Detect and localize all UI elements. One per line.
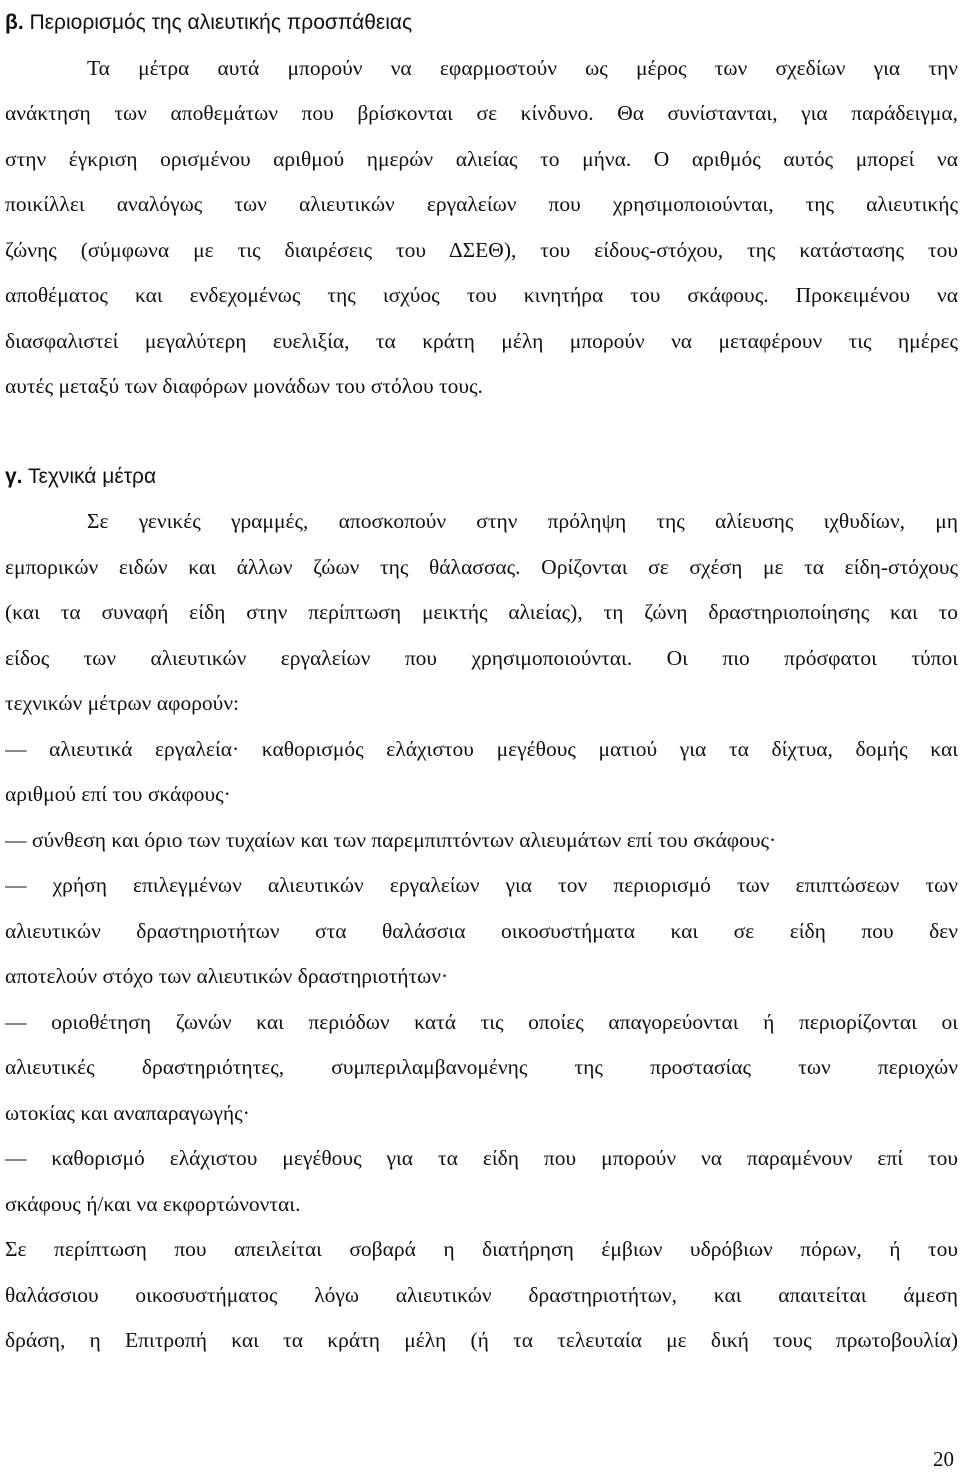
paragraph-line: διασφαλιστεί μεγαλύτερη ευελιξία, τα κράτη μέλη μπορούν να μεταφέρουν τις ημέρες — [5, 328, 958, 353]
list-item-line: — σύνθεση και όριο των τυχαίων και των παρεμπιπτόντων αλιευμάτων επί του σκάφους· — [5, 827, 777, 852]
paragraph-line: εμπορικών ειδών και άλλων ζώων της θάλασσας. Ορίζονται σε σχέση με τα είδη-στόχους — [5, 554, 958, 579]
section-heading-c — [5, 454, 958, 500]
section-title: Τεχνικά μέτρα — [27, 464, 157, 488]
paragraph-line: Σε γενικές γραμμές, αποσκοπούν στην πρόληψη της αλίευσης ιχθυδίων, μη — [87, 509, 958, 533]
section-marker: β. — [5, 11, 24, 34]
paragraph-line: Σε περίπτωση που απειλείται σοβαρά η διατήρηση έμβιων υδρόβιων πόρων, ή του — [5, 1237, 958, 1261]
list-item-line: αλιευτικών δραστηριοτήτων στα θαλάσσια οικοσυστήματα και σε είδη που δεν — [5, 918, 958, 943]
section-marker: γ. — [5, 464, 23, 488]
paragraph-line: είδος των αλιευτικών εργαλείων που χρησιμοποιούνται. Οι πιο πρόσφατοι τύποι — [5, 645, 958, 670]
paragraph-line: στην έγκριση ορισμένου αριθμού ημερών αλιείας το μήνα. Ο αριθμός αυτός μπορεί να — [5, 146, 958, 171]
section-spacer — [5, 410, 958, 454]
list-item-line: αριθμού επί του σκάφους· — [5, 782, 231, 806]
list-item-line: — καθορισμό ελάχιστου μεγέθους για τα είδη που μπορούν να παραμένουν επί του — [5, 1146, 958, 1170]
list-item-line: σκάφους ή/και να εκφορτώνονται. — [5, 1191, 301, 1216]
paragraph-line: δράση, η Επιτροπή και τα κράτη μέλη (ή τα τελευταία με δική τους πρωτοβουλία) — [5, 1328, 958, 1352]
list-item-line: — χρήση επιλεγμένων αλιευτικών εργαλείων για τον περιορισμό των επιπτώσεων των — [5, 873, 958, 897]
page-number: 20 — [933, 1447, 954, 1471]
paragraph-line: Τα μέτρα αυτά μπορούν να εφαρμοστούν ως μέρος των σχεδίων για την — [87, 55, 958, 80]
section-heading-b — [5, 0, 958, 46]
list-item-line: — οριοθέτηση ζωνών και περιόδων κατά τις οποίες απαγορεύονται ή περιορίζονται οι — [5, 1009, 958, 1034]
paragraph-line: ζώνης (σύμφωνα με τις διαιρέσεις του ΔΣΕΘ), του είδους-στόχου, της κατάστασης του — [5, 237, 958, 262]
paragraph-line: αποθέματος και ενδεχομένως της ισχύος του κινητήρα του σκάφους. Προκειμένου να — [5, 283, 958, 307]
document-page — [5, 0, 958, 1364]
list-item-line: — αλιευτικά εργαλεία· καθορισμός ελάχιστου μεγέθους ματιού για τα δίχτυα, δομής και — [5, 736, 958, 761]
paragraph-line: τεχνικών μέτρων αφορούν: — [5, 691, 240, 715]
paragraph-line: ποικίλλει αναλόγως των αλιευτικών εργαλείων που χρησιμοποιούνται, της αλιευτικής — [5, 192, 958, 216]
list-item-line: αλιευτικές δραστηριότητες, συμπεριλαμβανομένης της προστασίας των περιοχών — [5, 1055, 958, 1079]
paragraph-line: ανάκτηση των αποθεμάτων που βρίσκονται σε κίνδυνο. Θα συνίστανται, για παράδειγμα, — [5, 101, 958, 125]
list-item-line: ωτοκίας και αναπαραγωγής· — [5, 1100, 250, 1125]
paragraph-line: θαλάσσιου οικοσυστήματος λόγω αλιευτικών δραστηριοτήτων, και απαιτείται άμεση — [5, 1282, 958, 1307]
section-title: Περιορισμός της αλιευτικής προσπάθειας — [29, 11, 413, 34]
list-item-line: αποτελούν στόχο των αλιευτικών δραστηριοτήτων· — [5, 964, 449, 988]
paragraph-line: (και τα συναφή είδη στην περίπτωση μεικτής αλιείας), τη ζώνη δραστηριοποίησης και το — [5, 600, 958, 624]
paragraph-line: αυτές μεταξύ των διαφόρων μονάδων του στόλου τους. — [5, 374, 483, 398]
